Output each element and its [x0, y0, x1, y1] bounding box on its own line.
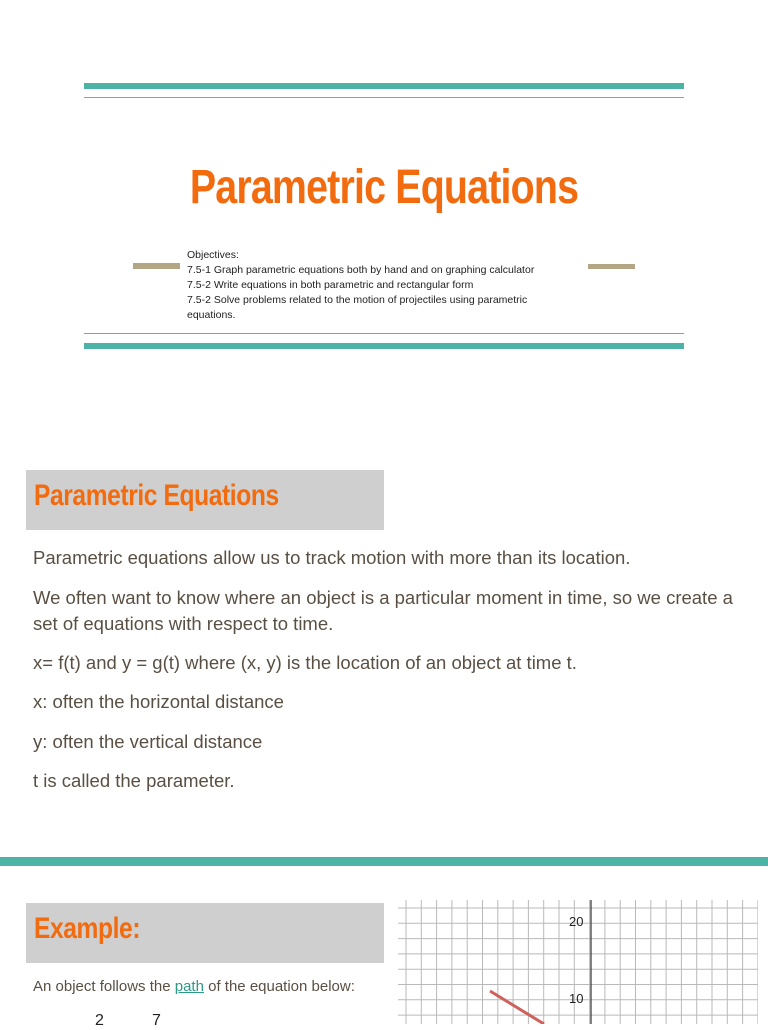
equation-glyph: 7: [152, 1012, 161, 1029]
objective-item: 7.5-2 Write equations in both parametric and rectangular form: [187, 279, 474, 291]
equation-fragment: [152, 1012, 161, 1030]
objective-item: 7.5-2 Solve problems related to the motion of projectiles using parametric: [187, 294, 528, 306]
objectives-list: [187, 248, 587, 323]
left-accent-bar: [133, 263, 180, 269]
coordinate-grid: [398, 900, 758, 1024]
bottom-thick-rule: [84, 343, 684, 349]
body-paragraph: t is called the parameter.: [33, 770, 235, 791]
top-thick-rule: [84, 83, 684, 89]
objectives-label: Objectives:: [187, 249, 239, 261]
intro-text-end: of the equation below:: [203, 978, 355, 995]
example-intro: [33, 978, 355, 995]
slide-divider: [0, 857, 768, 866]
equation-fragment: [95, 1012, 104, 1030]
example-heading-box: [26, 903, 384, 963]
bottom-thin-rule: [84, 333, 684, 334]
graph-area: [398, 900, 758, 1024]
body-paragraph: We often want to know where an object is a particular moment in time, so we create a set of equations with respect to time.: [33, 587, 733, 634]
y-tick-label: 20: [569, 914, 584, 929]
section-heading: Parametric Equations: [34, 479, 279, 512]
y-tick-label: 10: [569, 991, 584, 1006]
right-accent-bar: [588, 264, 635, 269]
slide-title: Parametric Equations: [189, 161, 579, 214]
objective-item: 7.5-1 Graph parametric equations both by hand and on graphing calculator: [187, 264, 535, 276]
intro-text: An object follows the: [33, 978, 175, 995]
objective-item: equations.: [187, 309, 236, 321]
body-paragraph: Parametric equations allow us to track motion with more than its location.: [33, 547, 631, 568]
top-thin-rule: [84, 97, 684, 98]
example-heading: Example:: [34, 912, 141, 945]
body-paragraph: y: often the vertical distance: [33, 731, 263, 752]
body-paragraph: x: often the horizontal distance: [33, 691, 284, 712]
section-heading-box: [26, 470, 384, 530]
path-link[interactable]: path: [174, 978, 204, 995]
equation-glyph: 2: [95, 1012, 104, 1029]
body-paragraph: x= f(t) and y = g(t) where (x, y) is the location of an object at time t.: [33, 652, 577, 673]
